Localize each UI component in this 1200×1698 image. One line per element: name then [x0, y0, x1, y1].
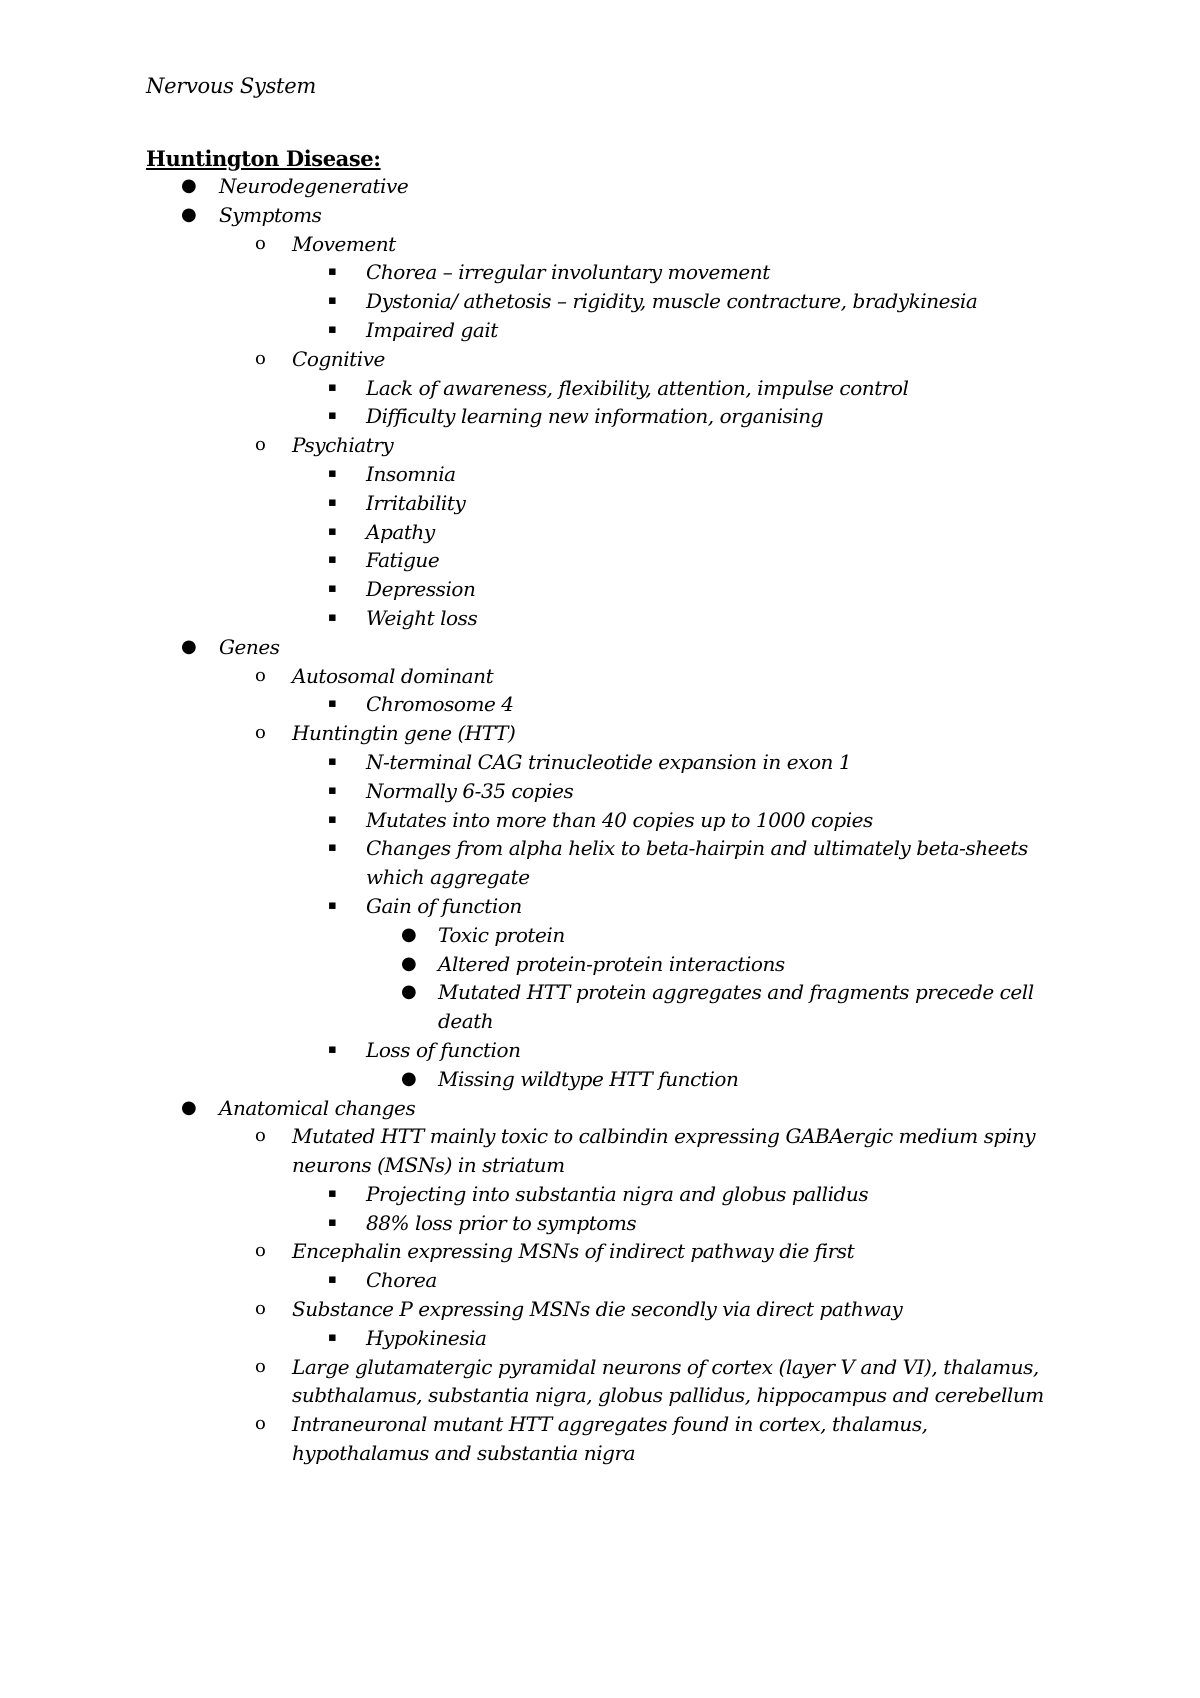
list-item-text: Intraneuronal mutant HTT aggregates found in cortex, thalamus, hypothalamus and substantia nigra [292, 1412, 928, 1466]
list-item [0, 777, 1200, 806]
list-item [0, 690, 1200, 719]
list-item [0, 1209, 1200, 1238]
bullet-marker: ▪ [328, 782, 337, 798]
list-item [0, 1410, 1200, 1468]
list-item-text: Cognitive [292, 346, 385, 371]
bullet-marker: ▪ [328, 465, 337, 481]
list-item-text: Large glutamatergic pyramidal neurons of cortex (layer V and VI), thalamus, subthalamus, substantia nigra, globus pallidus, hippocampus and cerebellum [292, 1354, 1044, 1408]
bullet-marker: ▪ [328, 1272, 337, 1288]
list-item [0, 1065, 1200, 1094]
bullet-marker: o [255, 1125, 266, 1147]
bullet-marker: ▪ [328, 1329, 337, 1345]
list-item [0, 834, 1200, 892]
section-title: Huntington Disease: [146, 146, 381, 171]
list-item-text: Lack of awareness, flexibility, attention, impulse control [366, 375, 909, 400]
list-item-text: Dystonia/ athetosis – rigidity, muscle contracture, bradykinesia [366, 289, 978, 314]
list-item-text: Movement [292, 231, 396, 256]
list-item-text: Symptoms [219, 202, 322, 227]
list-item [0, 402, 1200, 431]
list-item-text: Insomnia [366, 461, 456, 486]
list-item-text: Autosomal dominant [292, 663, 494, 688]
list-item [0, 460, 1200, 489]
bullet-marker: ● [401, 923, 417, 945]
list-item-text: Mutated HTT mainly toxic to calbindin expressing GABAergic medium spiny neurons (MSNs) in striatum [292, 1124, 1036, 1178]
list-item [0, 489, 1200, 518]
list-item-text: Changes from alpha helix to beta-hairpin and ultimately beta-sheets which aggregate [366, 836, 1028, 890]
list-item-text: Mutates into more than 40 copies up to 1000 copies [366, 807, 873, 832]
bullet-marker: ▪ [328, 408, 337, 424]
list-item [0, 201, 1200, 230]
bullet-marker: ▪ [328, 494, 337, 510]
list-item-text: Chorea – irregular involuntary movement [366, 260, 770, 285]
list-item-text: Gain of function [366, 893, 522, 918]
list-item [0, 1353, 1200, 1411]
list-item-text: Chromosome 4 [366, 692, 514, 717]
bullet-marker: ● [401, 952, 417, 974]
list-item [0, 662, 1200, 691]
list-item [0, 374, 1200, 403]
list-item-text: Genes [219, 634, 280, 659]
list-item [0, 1295, 1200, 1324]
bullet-marker: o [255, 1240, 266, 1262]
bullet-marker: ▪ [328, 1214, 337, 1230]
bullet-marker: o [255, 722, 266, 744]
list-item-text: Mutated HTT protein aggregates and fragments precede cell death [438, 980, 1034, 1034]
list-item-text: Psychiatry [292, 433, 394, 458]
list-item [0, 1036, 1200, 1065]
list-item [0, 546, 1200, 575]
bullet-marker: ▪ [328, 581, 337, 597]
list-item [0, 806, 1200, 835]
bullet-marker: ▪ [328, 609, 337, 625]
list-item [0, 287, 1200, 316]
bullet-marker: o [255, 1413, 266, 1435]
list-item [0, 431, 1200, 460]
list-item-text: Toxic protein [438, 922, 565, 947]
list-item-text: Altered protein-protein interactions [438, 951, 785, 976]
bullet-marker: ▪ [328, 264, 337, 280]
bullet-marker: o [255, 1298, 266, 1320]
bullet-marker: ● [181, 1096, 197, 1118]
list-item [0, 892, 1200, 921]
list-item-text: Fatigue [366, 548, 440, 573]
list-item-text: Loss of function [366, 1037, 521, 1062]
bullet-marker: o [255, 434, 266, 456]
list-item-text: N-terminal CAG trinucleotide expansion in exon 1 [366, 749, 852, 774]
bullet-marker: ▪ [328, 321, 337, 337]
bullet-marker: ▪ [328, 840, 337, 856]
list-item-text: Substance P expressing MSNs die secondly via direct pathway [292, 1297, 903, 1322]
bullet-outline [0, 172, 1200, 1468]
list-item [0, 1122, 1200, 1180]
list-item-text: Encephalin expressing MSNs of indirect pathway die first [292, 1239, 855, 1264]
list-item [0, 633, 1200, 662]
bullet-marker: o [255, 664, 266, 686]
list-item-text: Neurodegenerative [219, 174, 409, 198]
list-item-text: Difficulty learning new information, organising [366, 404, 824, 429]
bullet-marker: o [255, 232, 266, 254]
list-item-text: Normally 6-35 copies [366, 778, 574, 803]
bullet-marker: o [255, 347, 266, 369]
list-item [0, 316, 1200, 345]
list-item [0, 230, 1200, 259]
list-item-text: Hypokinesia [366, 1325, 487, 1350]
bullet-marker: ▪ [328, 1185, 337, 1201]
list-item [0, 1324, 1200, 1353]
bullet-marker: ▪ [328, 523, 337, 539]
bullet-marker: ▪ [328, 379, 337, 395]
bullet-marker: ● [181, 175, 197, 196]
list-item-text: Impaired gait [366, 317, 498, 342]
bullet-marker: ● [181, 203, 197, 225]
list-item [0, 345, 1200, 374]
list-item [0, 172, 1200, 201]
bullet-marker: ● [401, 981, 417, 1003]
bullet-marker: o [255, 1355, 266, 1377]
list-item-text: Huntingtin gene (HTT) [292, 721, 516, 746]
bullet-marker: ● [401, 1067, 417, 1089]
page-header: Nervous System [146, 74, 316, 98]
list-item [0, 1094, 1200, 1123]
bullet-marker: ▪ [328, 753, 337, 769]
bullet-marker: ▪ [328, 1041, 337, 1057]
list-item [0, 1237, 1200, 1266]
list-item [0, 518, 1200, 547]
list-item-text: Projecting into substantia nigra and globus pallidus [366, 1181, 869, 1206]
list-item [0, 978, 1200, 1036]
bullet-marker: ▪ [328, 552, 337, 568]
bullet-marker: ▪ [328, 897, 337, 913]
list-item [0, 604, 1200, 633]
list-item-text: Weight loss [366, 605, 478, 630]
list-item-text: 88% loss prior to symptoms [366, 1210, 637, 1235]
list-item [0, 1266, 1200, 1295]
list-item [0, 575, 1200, 604]
list-item-text: Chorea [366, 1268, 437, 1293]
list-item [0, 748, 1200, 777]
list-item-text: Apathy [366, 519, 435, 544]
list-item [0, 950, 1200, 979]
list-item-text: Anatomical changes [219, 1095, 416, 1120]
list-item [0, 258, 1200, 287]
list-item-text: Irritability [366, 490, 466, 515]
list-item-text: Missing wildtype HTT function [438, 1066, 739, 1091]
list-item-text: Depression [366, 577, 476, 602]
list-item [0, 921, 1200, 950]
list-item [0, 1180, 1200, 1209]
bullet-marker: ▪ [328, 696, 337, 712]
list-item [0, 719, 1200, 748]
bullet-marker: ▪ [328, 293, 337, 309]
bullet-marker: ● [181, 635, 197, 657]
bullet-marker: ▪ [328, 811, 337, 827]
